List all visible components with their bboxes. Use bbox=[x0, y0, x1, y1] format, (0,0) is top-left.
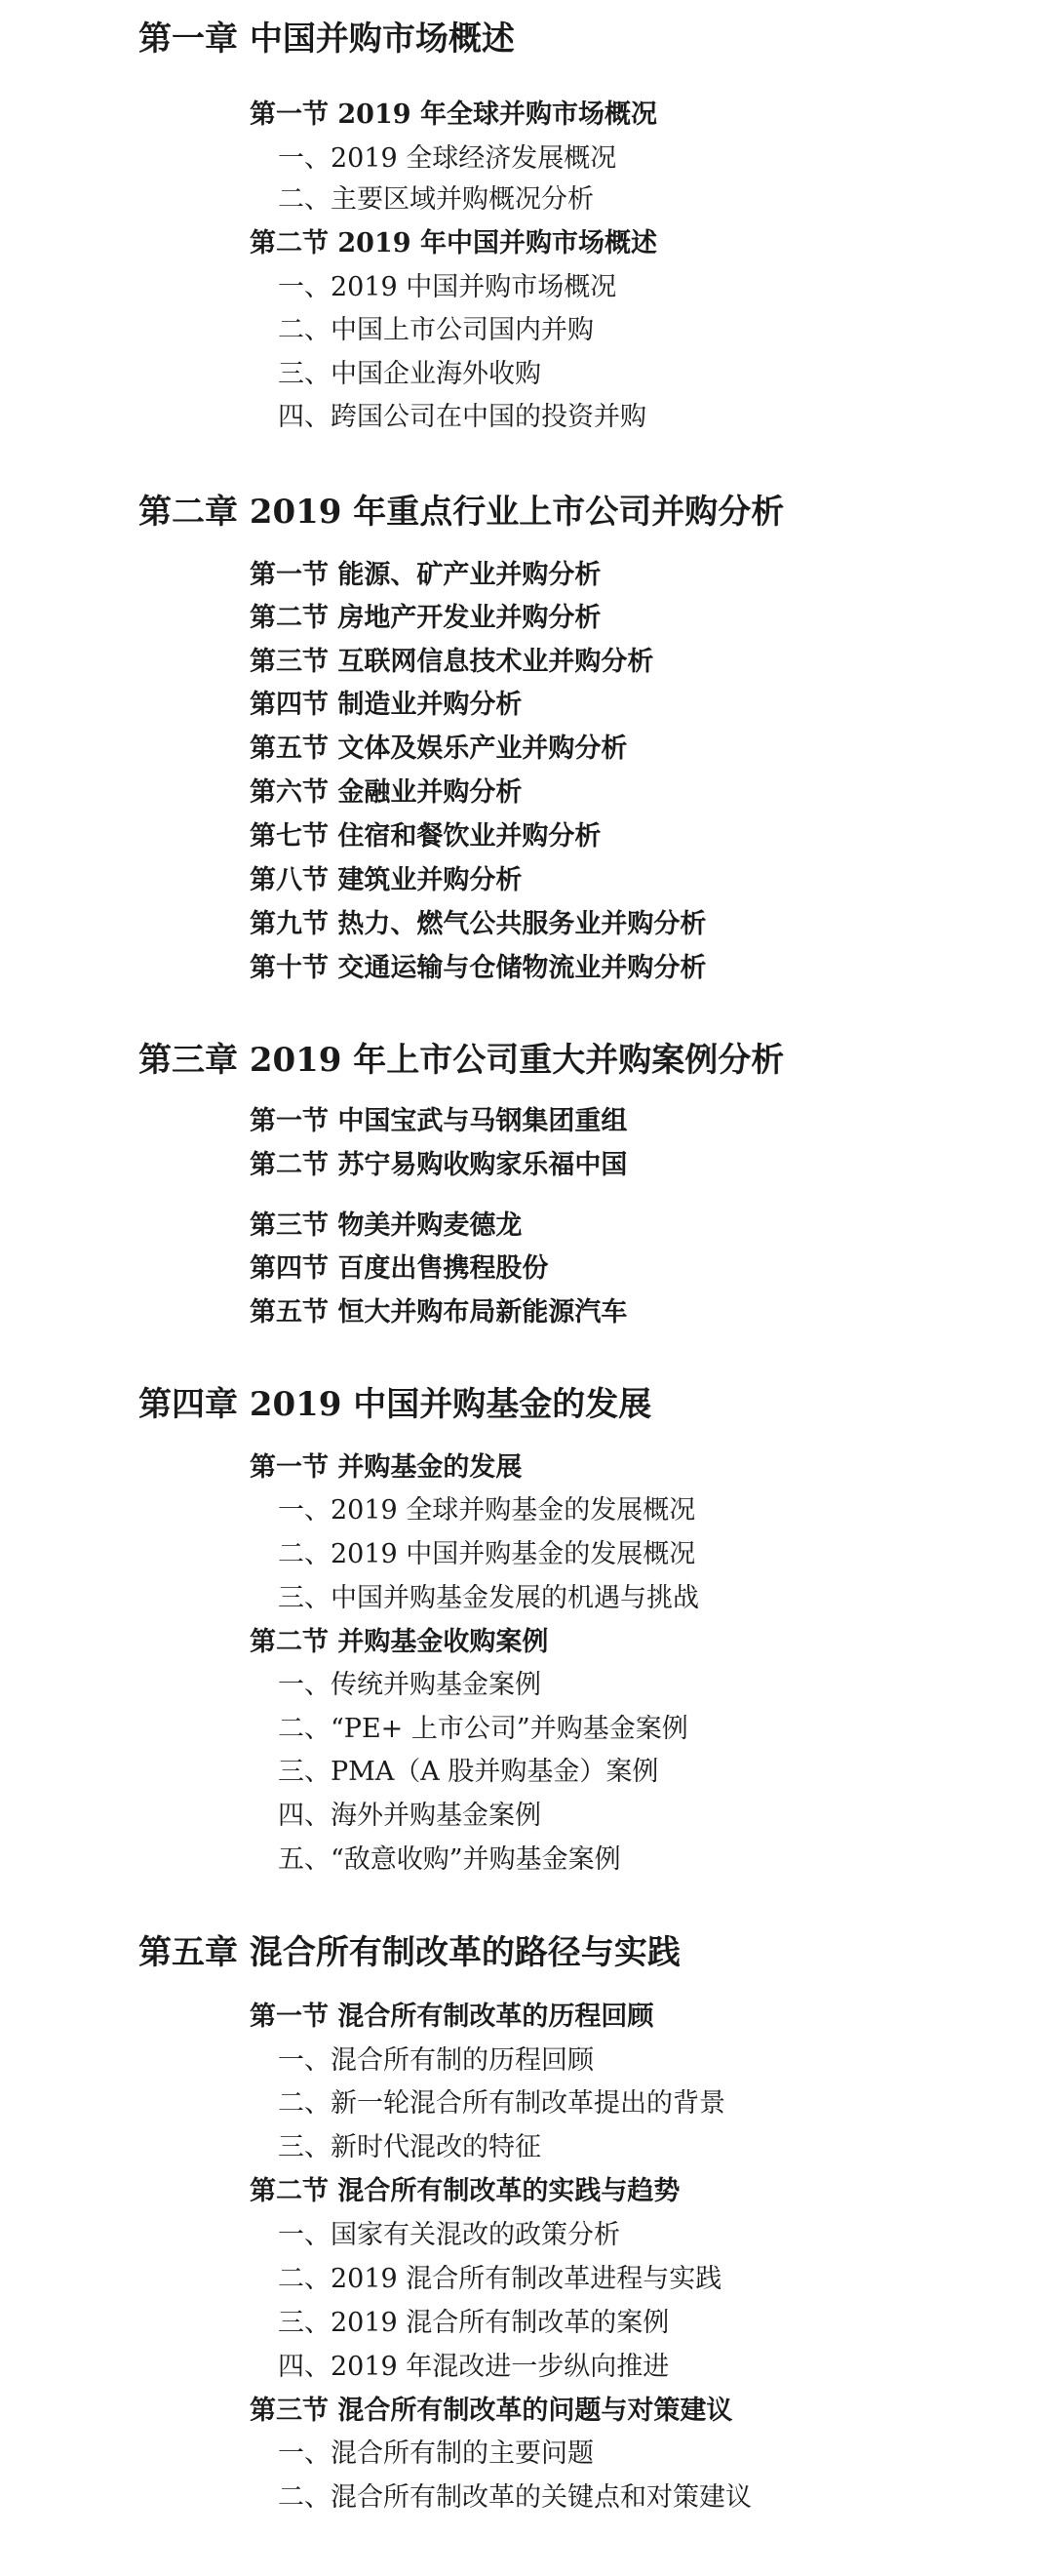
subsection-item: 三、PMA（A 股并购基金）案例 bbox=[278, 1757, 659, 1787]
subsection-item: 四、跨国公司在中国的投资并购 bbox=[278, 402, 646, 432]
section-heading: 第六节 金融业并购分析 bbox=[250, 777, 523, 808]
subsection-item: 四、2019 年混改进一步纵向推进 bbox=[278, 2352, 670, 2382]
section-heading: 第一节 能源、矿产业并购分析 bbox=[250, 560, 602, 590]
section-heading: 第四节 制造业并购分析 bbox=[250, 690, 523, 720]
subsection-item: 二、2019 混合所有制改革进程与实践 bbox=[278, 2264, 722, 2294]
section-heading: 第三节 物美并购麦德龙 bbox=[250, 1210, 523, 1241]
chapter-title: 第五章 混合所有制改革的路径与实践 bbox=[138, 1933, 681, 1972]
chapter-title: 第二章 2019 年重点行业上市公司并购分析 bbox=[138, 493, 785, 532]
subsection-item: 三、2019 混合所有制改革的案例 bbox=[278, 2308, 670, 2338]
subsection-item: 二、中国上市公司国内并购 bbox=[278, 315, 594, 345]
subsection-item: 一、混合所有制的主要问题 bbox=[278, 2438, 594, 2469]
subsection-item: 二、新一轮混合所有制改革提出的背景 bbox=[278, 2088, 725, 2119]
subsection-item: 一、国家有关混改的政策分析 bbox=[278, 2220, 620, 2250]
section-heading: 第三节 混合所有制改革的问题与对策建议 bbox=[250, 2396, 733, 2426]
subsection-item: 一、混合所有制的历程回顾 bbox=[278, 2045, 594, 2076]
chapter-title: 第四章 2019 中国并购基金的发展 bbox=[138, 1385, 652, 1424]
subsection-item: 四、海外并购基金案例 bbox=[278, 1801, 541, 1831]
section-heading: 第八节 建筑业并购分析 bbox=[250, 865, 523, 895]
section-heading: 第二节 2019 年中国并购市场概述 bbox=[250, 228, 657, 258]
subsection-item: 五、“敌意收购”并购基金案例 bbox=[278, 1844, 621, 1875]
subsection-item: 一、2019 全球经济发展概况 bbox=[278, 143, 617, 174]
section-heading: 第七节 住宿和餐饮业并购分析 bbox=[250, 821, 602, 852]
section-heading: 第二节 并购基金收购案例 bbox=[250, 1627, 549, 1657]
chapter-title: 第三章 2019 年上市公司重大并购案例分析 bbox=[138, 1041, 785, 1080]
section-heading: 第五节 恒大并购布局新能源汽车 bbox=[250, 1297, 628, 1328]
section-heading: 第一节 2019 年全球并购市场概况 bbox=[250, 99, 657, 130]
section-heading: 第一节 混合所有制改革的历程回顾 bbox=[250, 2001, 654, 2032]
section-heading: 第四节 百度出售携程股份 bbox=[250, 1253, 549, 1284]
section-heading: 第九节 热力、燃气公共服务业并购分析 bbox=[250, 909, 707, 939]
section-heading: 第五节 文体及娱乐产业并购分析 bbox=[250, 733, 628, 764]
subsection-item: 二、混合所有制改革的关键点和对策建议 bbox=[278, 2482, 752, 2513]
subsection-item: 二、2019 中国并购基金的发展概况 bbox=[278, 1539, 696, 1569]
section-heading: 第二节 混合所有制改革的实践与趋势 bbox=[250, 2176, 681, 2206]
section-heading: 第三节 互联网信息技术业并购分析 bbox=[250, 647, 654, 677]
section-heading: 第一节 中国宝武与马钢集团重组 bbox=[250, 1106, 628, 1136]
section-heading: 第十节 交通运输与仓储物流业并购分析 bbox=[250, 953, 707, 983]
section-heading: 第一节 并购基金的发展 bbox=[250, 1452, 523, 1483]
subsection-item: 二、“PE+ 上市公司”并购基金案例 bbox=[278, 1714, 688, 1744]
subsection-item: 三、新时代混改的特征 bbox=[278, 2132, 541, 2162]
subsection-item: 一、传统并购基金案例 bbox=[278, 1670, 541, 1700]
section-heading: 第二节 苏宁易购收购家乐福中国 bbox=[250, 1150, 628, 1180]
chapter-title: 第一章 中国并购市场概述 bbox=[138, 20, 515, 59]
subsection-item: 三、中国并购基金发展的机遇与挑战 bbox=[278, 1583, 699, 1613]
section-heading: 第二节 房地产开发业并购分析 bbox=[250, 603, 602, 633]
subsection-item: 二、主要区域并购概况分析 bbox=[278, 184, 594, 215]
subsection-item: 一、2019 全球并购基金的发展概况 bbox=[278, 1495, 696, 1526]
subsection-item: 三、中国企业海外收购 bbox=[278, 359, 541, 389]
subsection-item: 一、2019 中国并购市场概况 bbox=[278, 272, 617, 302]
